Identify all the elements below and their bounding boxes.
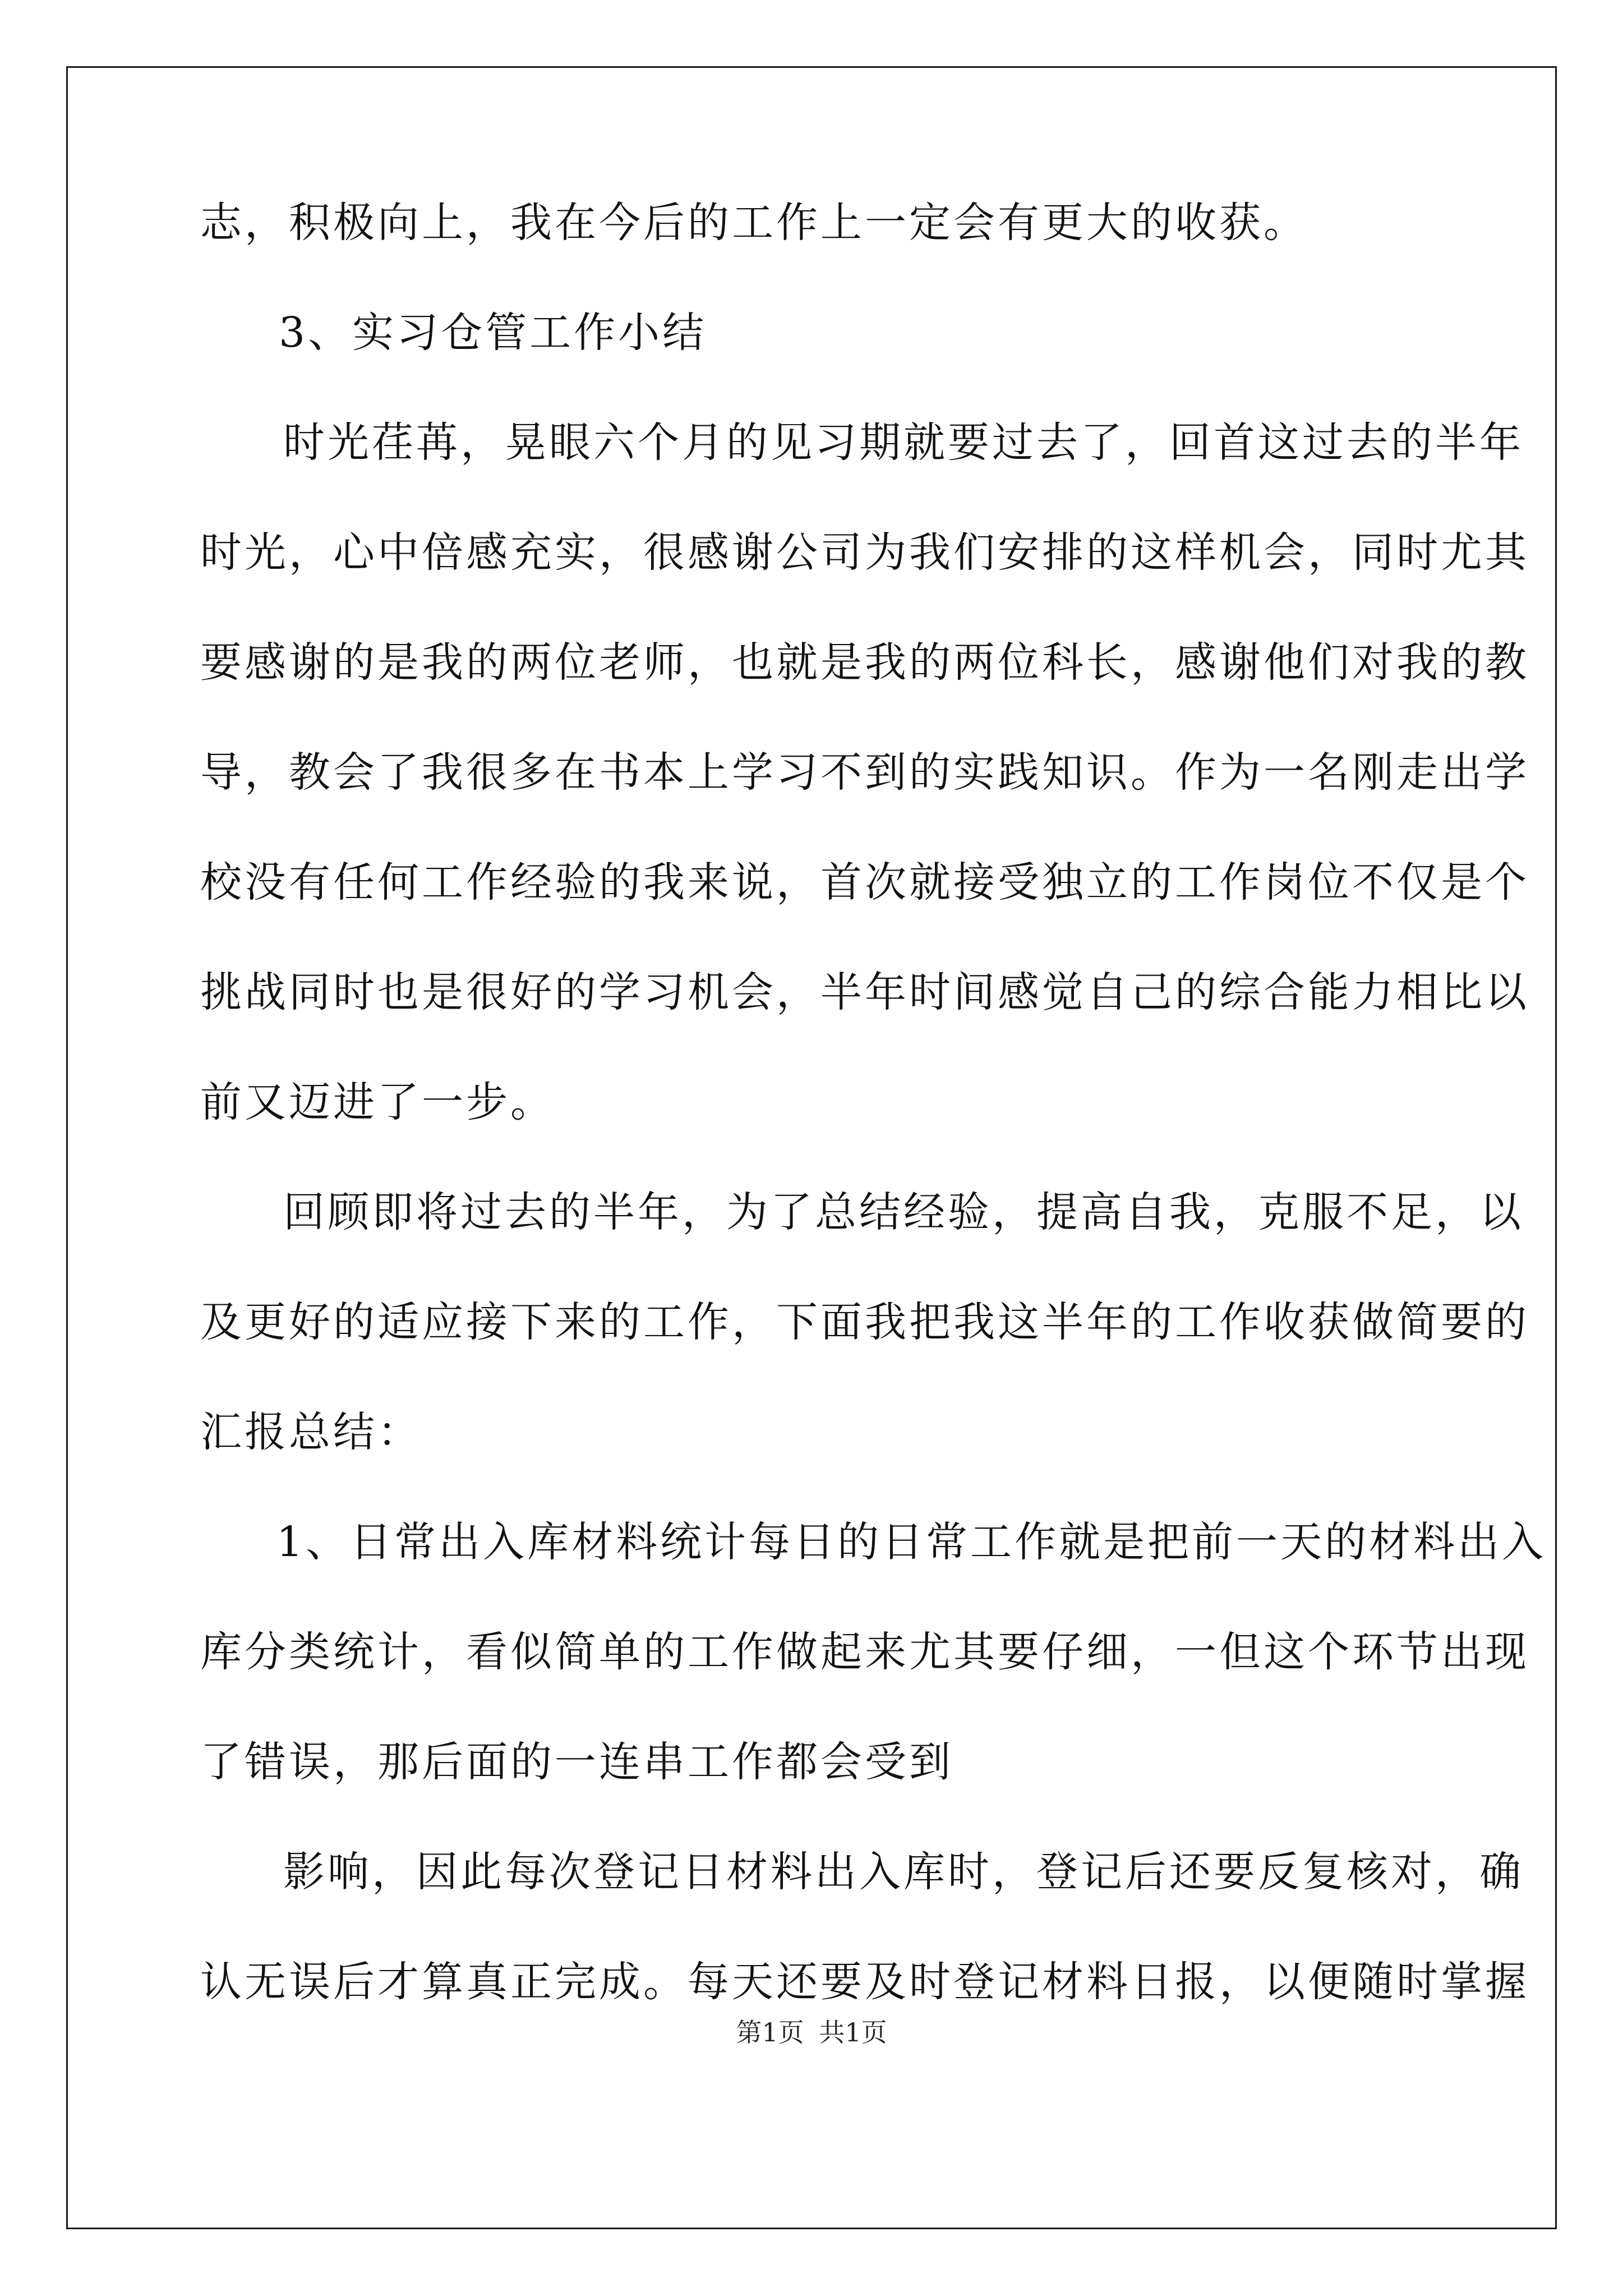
text-line: 汇报总结： [200,1408,422,1456]
text-line: 校没有任何工作经验的我来说，首次就接受独立的工作岗位不仅是个 [200,858,1529,907]
paragraph-start: 时光荏苒，晃眼六个月的见习期就要过去了，回首这过去的半年 [283,418,1524,467]
page-number: 第1页 [736,2017,804,2047]
text-line: 要感谢的是我的两位老师，也就是我的两位科长，感谢他们对我的教 [200,638,1529,687]
text-line: 挑战同时也是很好的学习机会，半年时间感觉自己的综合能力相比以 [200,968,1529,1016]
text-line: 认无误后才算真正完成。每天还要及时登记材料日报，以便随时掌握 [200,1958,1529,2006]
text-line: 志，积极向上，我在今后的工作上一定会有更大的收获。 [200,199,1308,247]
paragraph-start: 影响，因此每次登记日材料出入库时，登记后还要反复核对，确 [283,1848,1524,1896]
page-border [66,66,1557,2229]
text-line: 前又迈进了一步。 [200,1078,555,1126]
paragraph-start: 回顾即将过去的半年，为了总结经验，提高自我，克服不足，以 [283,1188,1524,1236]
page-total: 共1页 [819,2017,887,2047]
text-line: 了错误，那后面的一连串工作都会受到 [200,1738,953,1786]
paragraph-start: 1、日常出入库材料统计每日的日常工作就是把前一天的材料出入 [276,1518,1547,1566]
text-line: 及更好的适应接下来的工作，下面我把我这半年的工作收获做简要的 [200,1298,1529,1346]
text-line: 时光，心中倍感充实，很感谢公司为我们安排的这样机会，同时尤其 [200,528,1529,577]
text-line: 导，教会了我很多在书本上学习不到的实践知识。作为一名刚走出学 [200,748,1529,797]
section-heading: 3、实习仓管工作小结 [279,309,707,357]
text-line: 库分类统计，看似简单的工作做起来尤其要仔细，一但这个环节出现 [200,1628,1529,1676]
page-footer [0,2019,1623,2045]
